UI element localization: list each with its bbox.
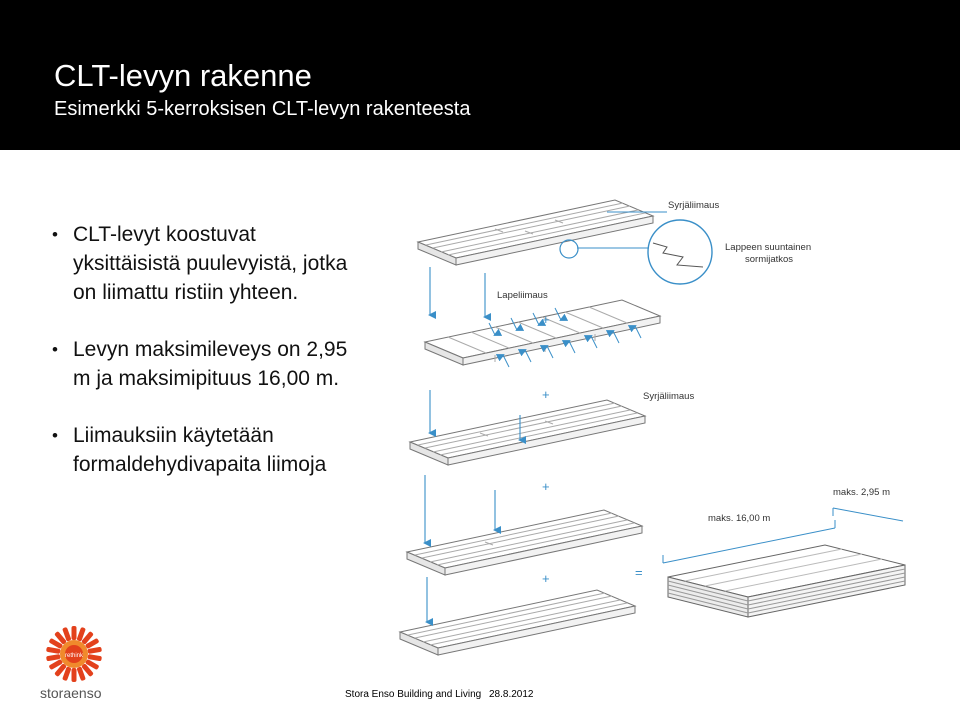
- length-dimension-label: maks. 16,00 m: [708, 513, 771, 524]
- title-bar: [0, 0, 960, 150]
- bullet-item: • Liimauksiin käytetään formaldehydivapaita liimoja: [52, 421, 352, 479]
- layer-5-boards: [400, 590, 635, 655]
- layer-4-boards: [407, 510, 642, 575]
- layer-3-boards: [410, 400, 645, 465]
- plus-sign: +: [542, 387, 550, 402]
- face-glue-label: Lapeliimaus: [497, 290, 548, 301]
- detail-magnifier: [648, 220, 712, 284]
- edge-glue-label-mid: Syrjäliimaus: [643, 391, 695, 402]
- plus-sign: +: [542, 479, 550, 494]
- plus-sign: +: [542, 571, 550, 586]
- logo-wordmark: storaenso: [40, 685, 102, 701]
- layer-2-boards: [425, 300, 660, 365]
- logo-tagline: rethink: [64, 653, 84, 659]
- equals-sign: =: [635, 565, 643, 580]
- finger-joint-label-2: sormijatkos: [745, 254, 794, 265]
- layer-1-boards: [418, 200, 653, 265]
- bullet-item: • CLT-levyt koostuvat yksittäisistä puulevyistä, jotka on liimattu ristiin yhteen.: [52, 220, 352, 307]
- plus-sign: +: [542, 312, 550, 327]
- bullet-item: • Levyn maksimileveys on 2,95 m ja maksimipituus 16,00 m.: [52, 335, 352, 393]
- width-dimension-label: maks. 2,95 m: [833, 487, 891, 498]
- footer-date: 28.8.2012: [489, 689, 534, 700]
- finger-joint-marker: [560, 240, 578, 258]
- assembled-clt-panel: [668, 545, 905, 617]
- clt-layer-diagram: [385, 185, 925, 675]
- slide-title: CLT-levyn rakenne: [54, 58, 312, 93]
- slide-subtitle: Esimerkki 5-kerroksisen CLT-levyn rakenteesta: [54, 98, 471, 120]
- finger-joint-label-1: Lappeen suuntainen: [725, 242, 812, 253]
- edge-glue-label-top: Syrjäliimaus: [668, 200, 720, 211]
- bullet-list: [52, 220, 352, 507]
- footer-company: Stora Enso Building and Living: [345, 689, 482, 700]
- storaenso-logo: [28, 622, 138, 702]
